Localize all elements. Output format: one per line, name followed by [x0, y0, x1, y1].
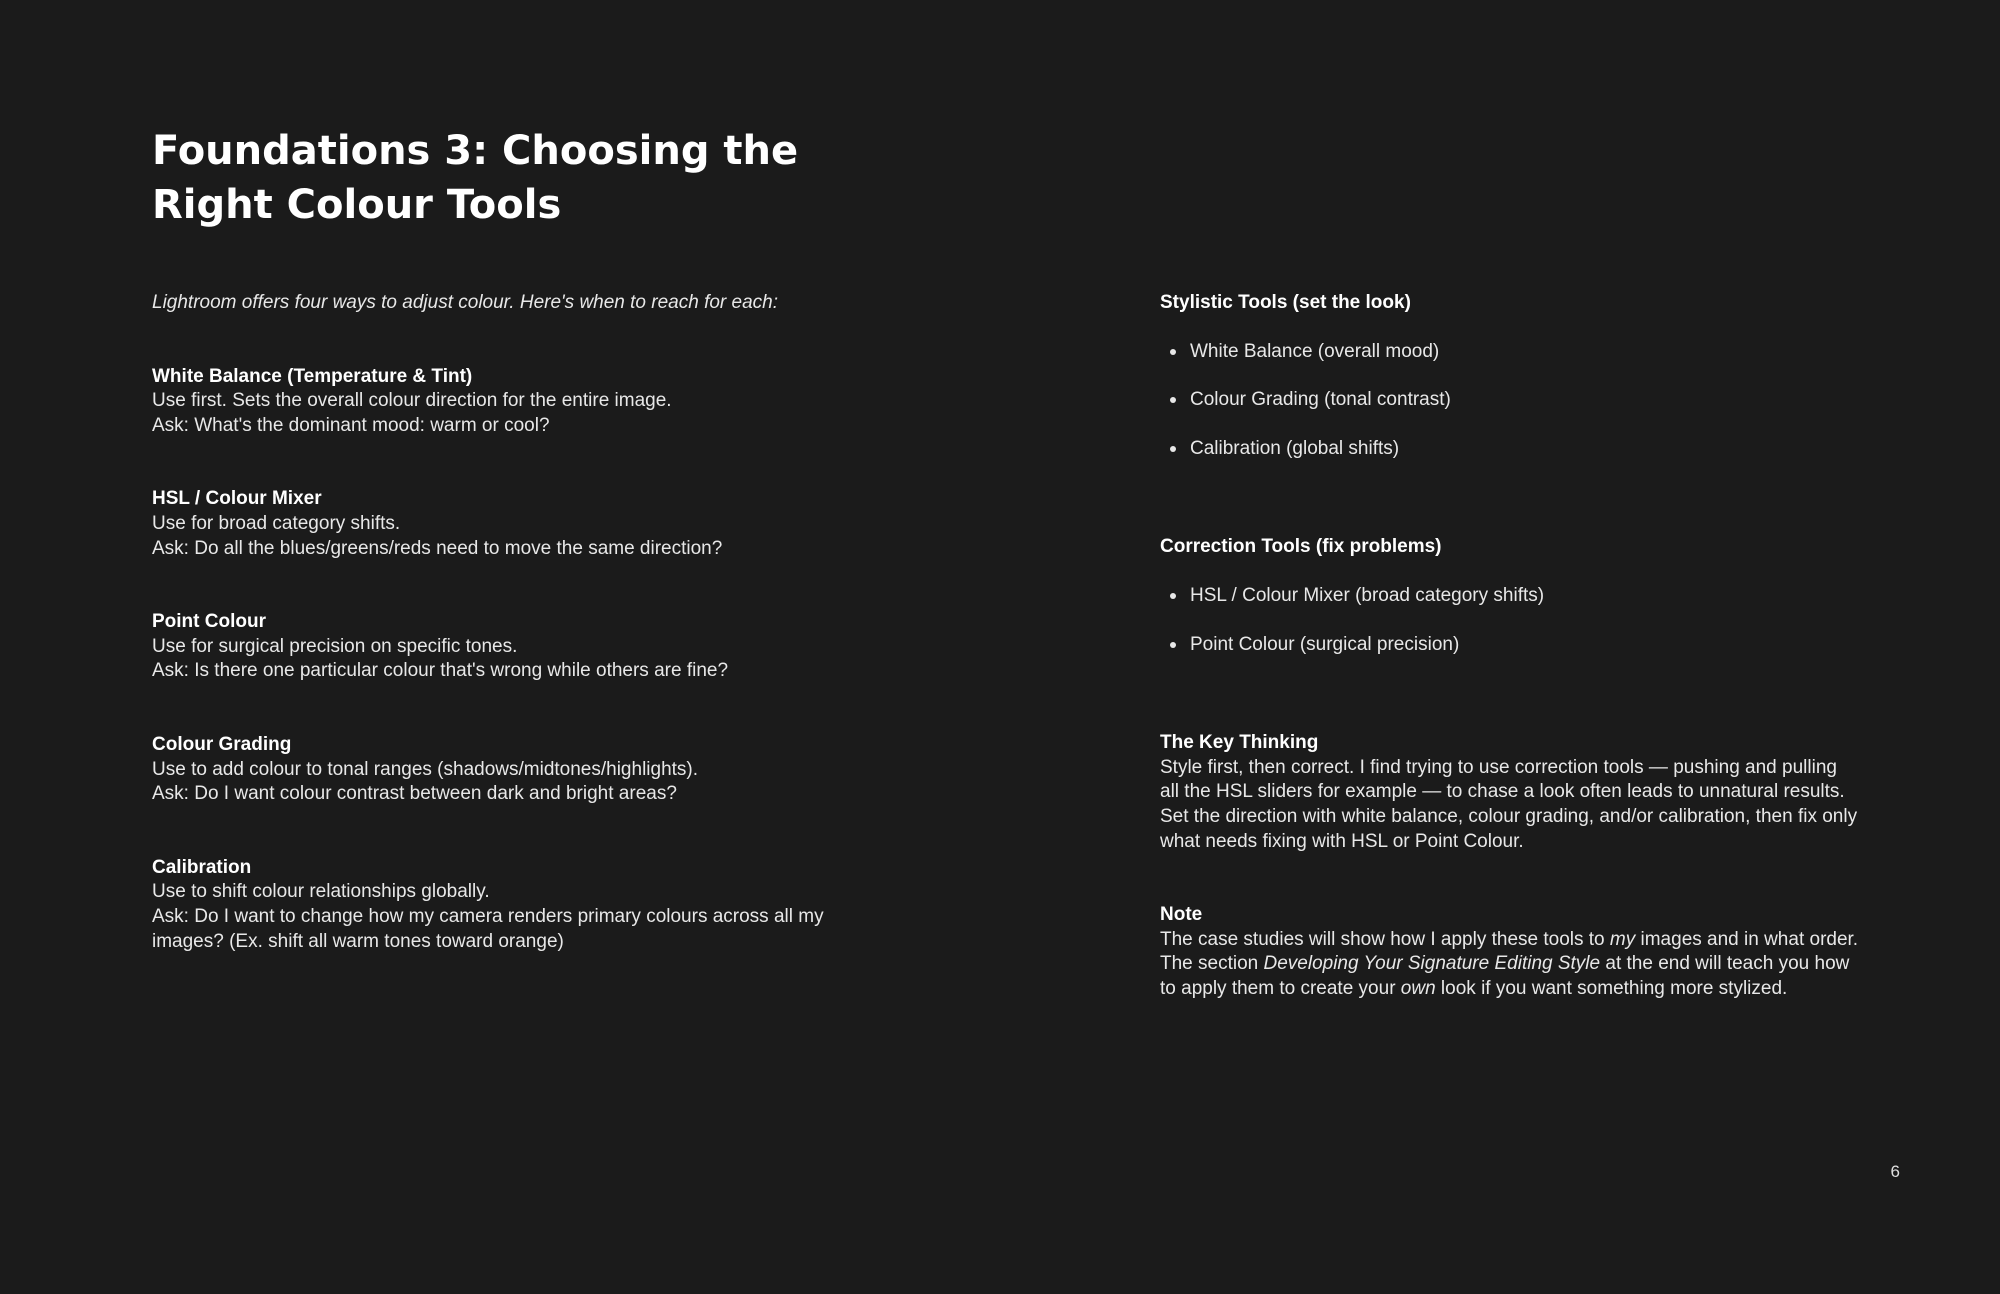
list-item: HSL / Colour Mixer (broad category shifts)	[1190, 584, 1860, 609]
list-item: Point Colour (surgical precision)	[1190, 633, 1860, 658]
tool-heading: Colour Grading	[152, 733, 292, 755]
key-thinking-body: Style first, then correct. I find trying to use correction tools — pushing and pulling all the HSL sliders for example — to chase a look often leads to unnatural results. Set the direction with white balance, colour grading, and/or calibration, then fix only what needs fixing with HSL or Point Colour.	[1160, 756, 1858, 852]
list-item: Colour Grading (tonal contrast)	[1190, 388, 1860, 413]
tool-use: Use for broad category shifts.	[152, 512, 401, 534]
note-heading: Note	[1160, 904, 1203, 926]
note-section-reference: Developing Your Signature Editing Style	[1263, 953, 1601, 975]
tool-categories-column	[1160, 291, 1860, 1051]
stylistic-tools-heading: Stylistic Tools (set the look)	[1160, 292, 1411, 313]
tool-section-calibration	[152, 856, 872, 954]
tool-section-point-colour	[152, 610, 872, 684]
note-text: look if you want something more stylized.	[1435, 977, 1788, 999]
tool-heading: HSL / Colour Mixer	[152, 488, 322, 510]
page-title: Foundations 3: Choosing the Right Colour Tools	[152, 128, 799, 228]
tool-heading: White Balance (Temperature & Tint)	[152, 365, 473, 387]
stylistic-tools-section	[1160, 291, 1860, 461]
note-body	[1160, 928, 1860, 1002]
tool-ask: Ask: Do I want colour contrast between dark and bright areas?	[152, 783, 677, 805]
correction-tools-list	[1160, 584, 1860, 657]
tool-heading: Calibration	[152, 856, 252, 878]
key-thinking-section	[1160, 731, 1860, 854]
tool-section-colour-grading	[152, 733, 872, 807]
tool-ask: Ask: Is there one particular colour that's wrong while others are fine?	[152, 660, 729, 682]
tool-use: Use for surgical precision on specific tones.	[152, 635, 518, 657]
note-section	[1160, 903, 1860, 1001]
page-number: 6	[1890, 1162, 1900, 1181]
note-text: at the end will teach you how to apply them to create your	[1160, 953, 1850, 999]
note-text: The case studies will show how I apply these tools to	[1160, 928, 1610, 950]
tools-overview-column	[152, 291, 872, 1003]
tool-ask: Ask: Do all the blues/greens/reds need to move the same direction?	[152, 537, 723, 559]
tool-use: Use first. Sets the overall colour direction for the entire image.	[152, 390, 672, 412]
tool-section-white-balance	[152, 365, 872, 439]
note-emphasis: my	[1609, 928, 1636, 950]
key-thinking-heading: The Key Thinking	[1160, 732, 1319, 754]
tool-ask: Ask: Do I want to change how my camera renders primary colours across all my images? (Ex. shift all warm tones toward orange)	[152, 905, 824, 952]
note-text: images and in what order. The section	[1160, 928, 1859, 975]
list-item: White Balance (overall mood)	[1190, 340, 1860, 365]
correction-tools-section	[1160, 535, 1860, 657]
list-item: Calibration (global shifts)	[1190, 437, 1860, 462]
stylistic-tools-list	[1160, 340, 1860, 462]
tool-heading: Point Colour	[152, 611, 266, 633]
tool-use: Use to shift colour relationships globally.	[152, 881, 490, 903]
tool-ask: Ask: What's the dominant mood: warm or cool?	[152, 414, 550, 436]
intro-text: Lightroom offers four ways to adjust colour. Here's when to reach for each:	[152, 292, 779, 313]
correction-tools-heading: Correction Tools (fix problems)	[1160, 536, 1442, 558]
tool-section-hsl	[152, 487, 872, 561]
note-emphasis: own	[1400, 977, 1436, 999]
tool-use: Use to add colour to tonal ranges (shadows/midtones/highlights).	[152, 758, 699, 780]
